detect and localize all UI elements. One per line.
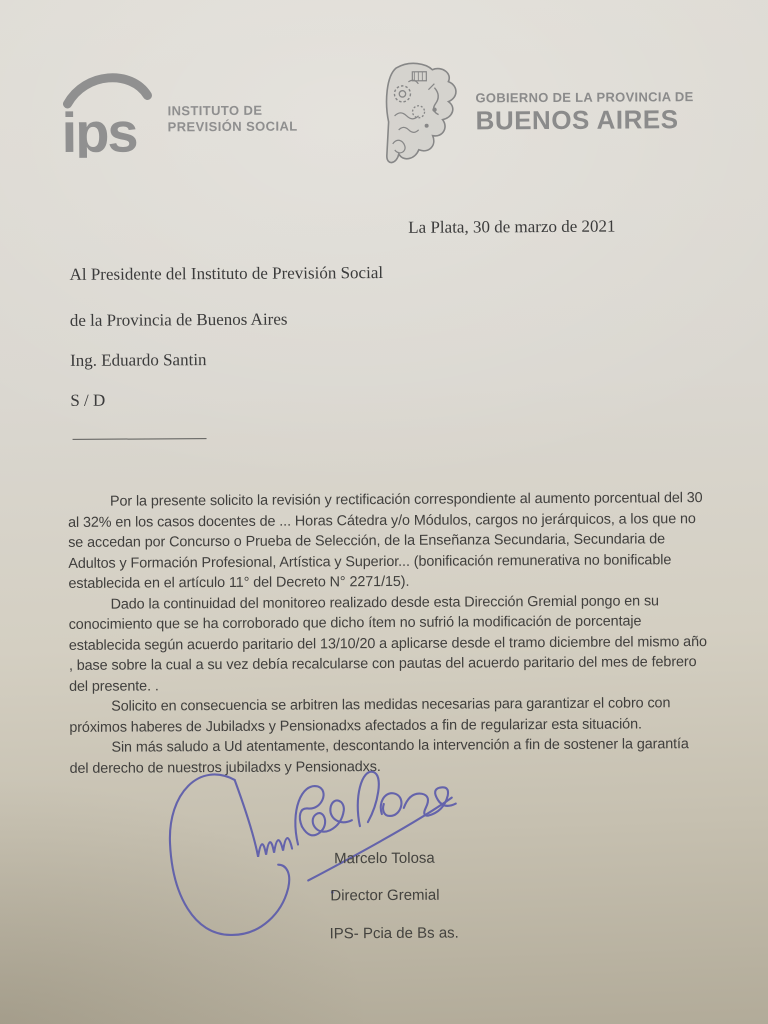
body-paragraph: Dado la continuidad del monitoreo realizado desde esta Dirección Gremial pongo en su conocimiento que se ha corroborado que dicho ítem no sufrió la modificación de porcentaje establecida según acuerdo paritario del 13/10/20 a aplicarse desde el tramo diciembre del mismo año , base sobre la cual a su vez debía recalcularse con pautas del acuerdo paritario del mes de febrero del presente. . xyxy=(68,592,707,695)
province-emblem-icon xyxy=(382,60,465,170)
ips-logo-caption xyxy=(167,103,297,136)
ips-caption-line2: PREVISIÓN SOCIAL xyxy=(167,118,298,135)
ips-logo xyxy=(59,65,168,163)
recipient-line: Ing. Eduardo Santin xyxy=(70,350,207,370)
recipient-line: Al Presidente del Instituto de Previsión Social xyxy=(69,263,384,284)
ips-logo-icon xyxy=(59,65,168,158)
svg-text:ips: ips xyxy=(61,100,137,158)
signer-org: IPS- Pcia de Bs as. xyxy=(329,924,459,943)
recipient-block xyxy=(69,263,384,431)
body-paragraph: Sin más saludo a Ud atentamente, descontando la intervención a fin de sostener la garantía del derecho de nuestros jubiladxs y Pensionadxs. xyxy=(69,736,689,777)
recipient-line: S / D xyxy=(70,390,106,410)
ips-caption-line1: INSTITUTO DE xyxy=(167,102,263,119)
gov-logo-caption xyxy=(475,89,693,136)
body-paragraph: Por la presente solicito la revisión y rectificación correspondiente al aumento porcentual del 30 al 32% en los casos docentes de ... Horas Cátedra y/o Módulos, cargos no jerárquicos, a los que no se accedan por Concurso o Prueba de Selección, de la Enseñanza Secundaria, Secundaria de Adultos y Formación Profesional, Artística y Superior... (bonificación remunerativa no bonificable establecida en el artículo 11° del Decreto N° 2271/15). xyxy=(68,490,703,592)
recipient-underline xyxy=(73,438,207,440)
dateline: La Plata, 30 de marzo de 2021 xyxy=(408,216,616,237)
signer-name: Marcelo Tolosa xyxy=(334,849,435,868)
gov-caption-line1: GOBIERNO DE LA PROVINCIA DE xyxy=(475,89,694,106)
gov-caption-line2: BUENOS AIRES xyxy=(475,104,679,136)
gov-logo xyxy=(382,60,465,175)
recipient-line: de la Provincia de Buenos Aires xyxy=(69,309,288,330)
letter-body xyxy=(68,488,712,779)
body-paragraph: Solicito en consecuencia se arbitren las medidas necesarias para garantizar el cobro con próximos haberes de Jubiladxs y Pensionadxs afectados a fin de regularizar esta situación. xyxy=(69,695,671,736)
signer-title: Director Gremial xyxy=(330,886,440,905)
